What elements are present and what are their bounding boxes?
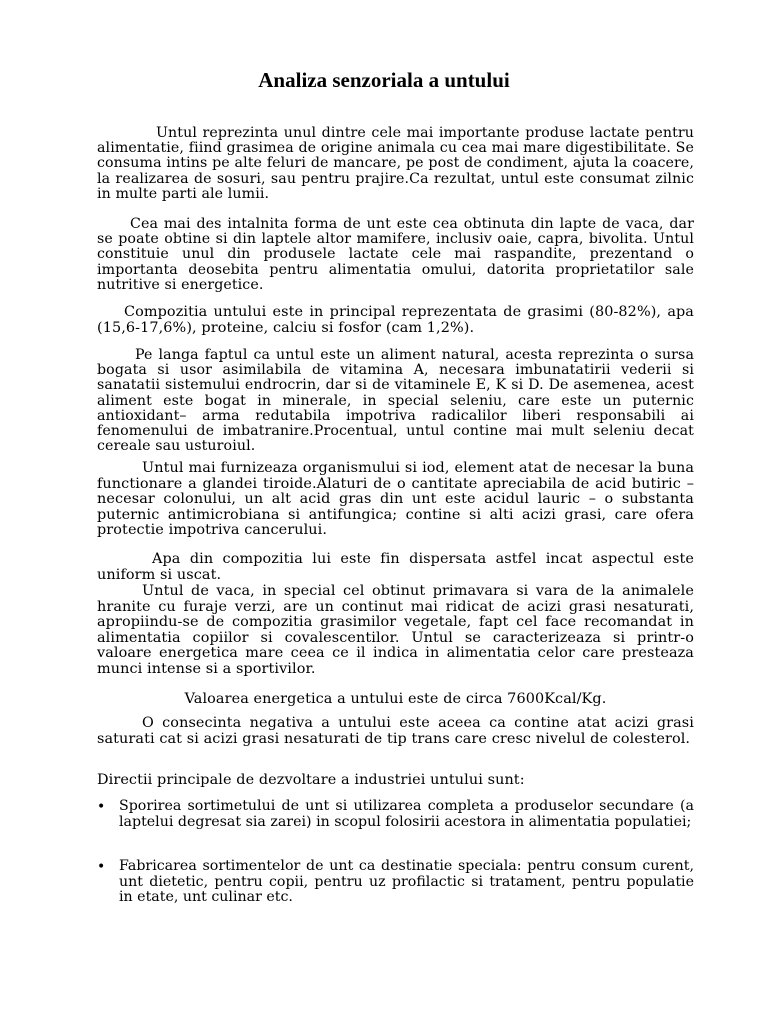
paragraph: Untul reprezinta unul dintre cele mai importante produse lactate pentru alimentatie, fiind grasimea de origine animala cu cea mai mare digestibilitate. Se consuma intins pe alte feluri de mancare, pe post de condiment, ajuta la coacere, la realizarea de sosuri, sau pentru prajire.Ca rezultat, untul este consumat zilnic in multe parti ale lumii. [97, 125, 694, 202]
paragraph: O consecinta negativa a untului este aceea ca contine atat acizi grasi saturati cat si acizi grasi nesaturati de tip trans care cresc nivelul de colesterol. [97, 715, 694, 747]
page-title: Analiza senzoriala a untului [258, 68, 510, 92]
paragraph: Cea mai des intalnita forma de unt este cea obtinuta din lapte de vaca, dar se poate obtine si din laptele altor mamifere, inclusiv oaie, capra, bivolita. Untul constituie unul din produsele lactate cele mai raspandite, prezentand o importanta deosebita pentru alimentatia omului, datorita proprietatilor sale nutritive si energetice. [97, 216, 694, 293]
paragraph: Pe langa faptul ca untul este un aliment natural, acesta reprezinta o sursa bogata si usor asimilabila de vitamina A, necesara imbunatatirii vederii si sanatatii sistemului endrocrin, dar si de vitaminele E, K si D. De asemenea, acest aliment este bogat in minerale, in special seleniu, care este un puternic antioxidant– arma redutabila impotriva radicalilor liberi responsabili ai fenomenului de imbatranire.Procentual, untul contine mai mult seleniu decat cereale sau usturoiul. [97, 347, 694, 455]
paragraph: Compozitia untului este in principal reprezentata de grasimi (80-82%), apa (15,6-17,6%), proteine, calciu si fosfor (cam 1,2%). [97, 304, 694, 336]
paragraph: Valoarea energetica a untului este de circa 7600Kcal/Kg. [184, 691, 607, 707]
list-item: Sporirea sortimetului de unt si utilizarea completa a produselor secundare (a laptelui degresat sia zarei) in scopul folosirii acestora in alimentatia populatiei; [119, 798, 694, 830]
paragraph: Directii principale de dezvoltare a industriei untului sunt: [97, 772, 525, 788]
bullet-icon: • [97, 859, 106, 875]
list-item: Fabricarea sortimentelor de unt ca destinatie speciala: pentru consum curent, unt dietetic, pentru copii, pentru uz profilactic si tratament, pentru populatie in etate, unt culinar etc. [119, 858, 694, 906]
bullet-icon: • [97, 799, 106, 815]
paragraph: Apa din compozitia lui este fin dispersata astfel incat aspectul este uniform si uscat. [97, 551, 694, 583]
paragraph: Untul mai furnizeaza organismului si iod, element atat de necesar la buna functionare a glandei tiroide.Alaturi de o cantitate apreciabila de acid butiric – necesar colonului, un alt acid gras din unt este acidul lauric – o substanta puternic antimicrobiana si antifungica; contine si alti acizi grasi, care ofera protectie impotriva cancerului. [97, 460, 694, 538]
paragraph: Untul de vaca, in special cel obtinut primavara si vara de la animalele hranite cu furaje verzi, are un continut mai ridicat de acizi grasi nesaturati, apropiindu-se de compozitia grasimilor vegetale, fapt cel face recomandat in alimentatia copiilor si covalescentilor. Untul se caracterizeaza si printr-o valoare energetica mare ceea ce il indica in alimentatia celor care presteaza munci intense si a sportivilor. [97, 583, 694, 677]
